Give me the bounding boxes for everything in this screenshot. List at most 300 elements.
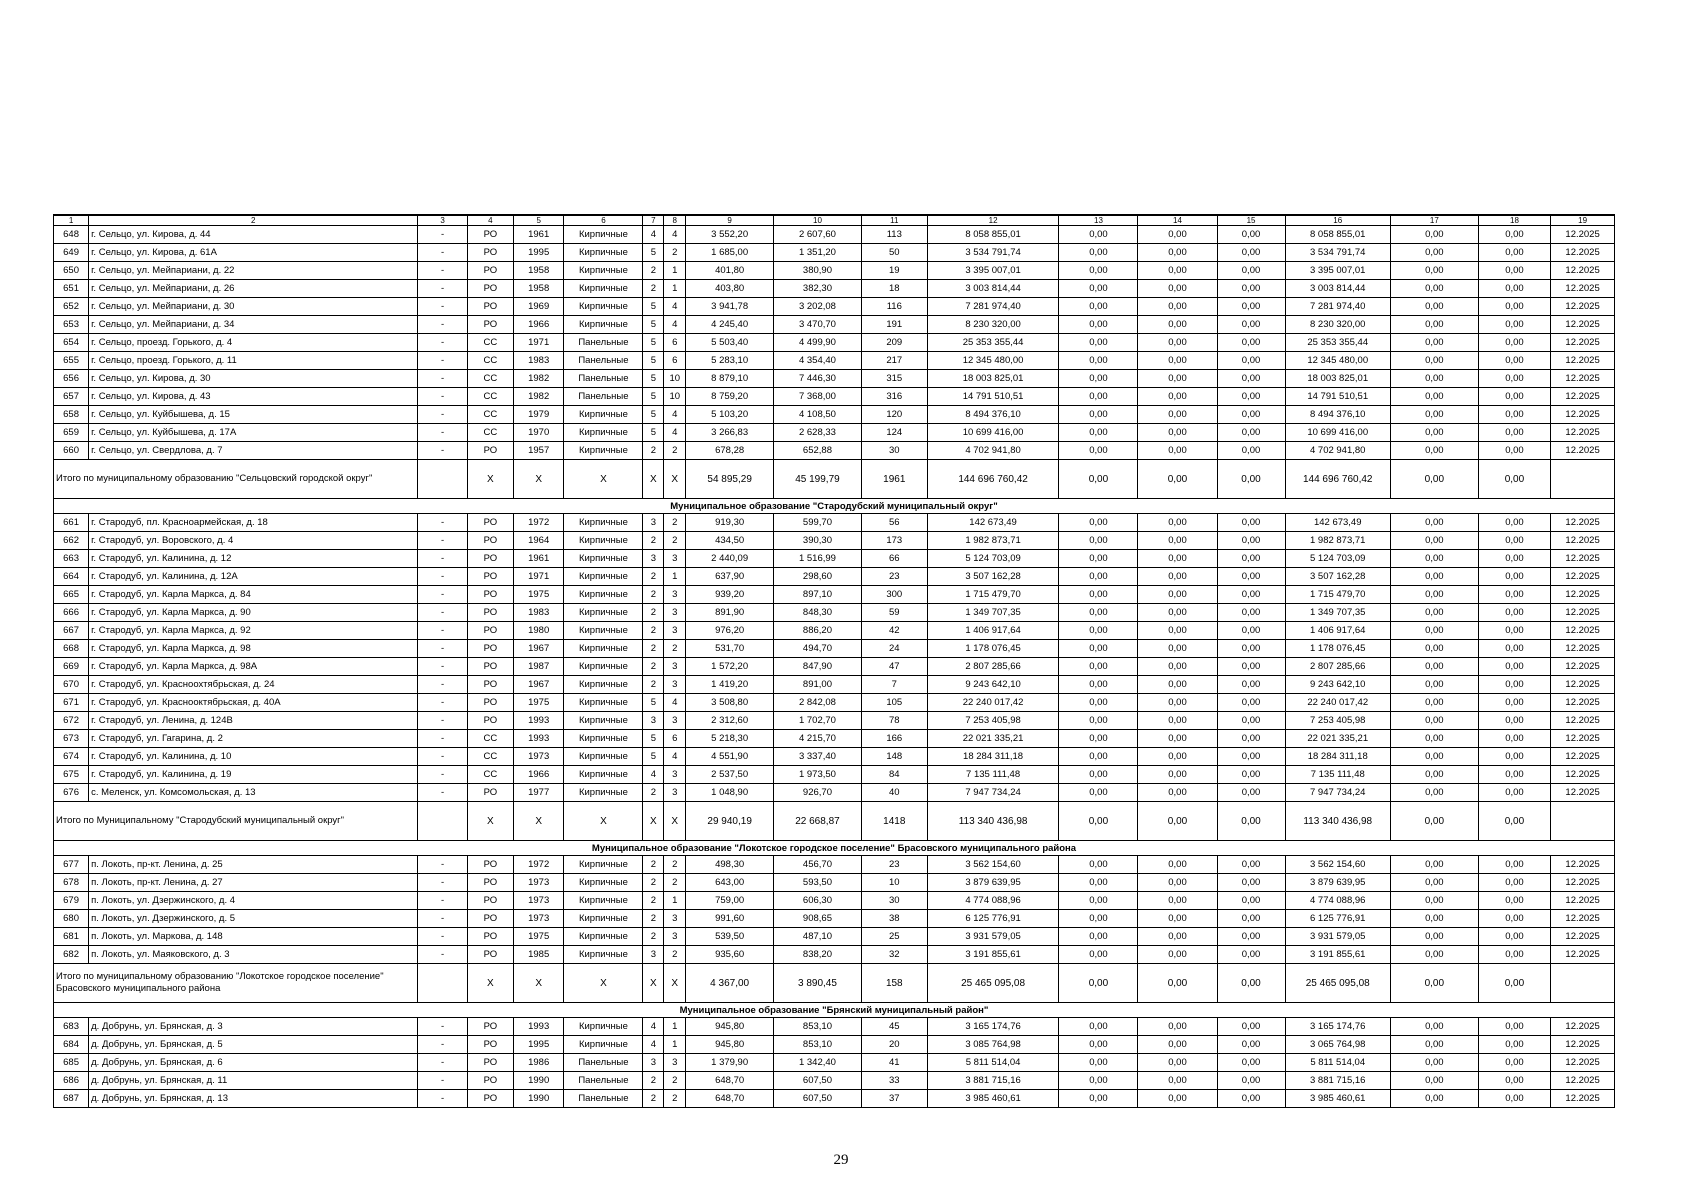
- table-cell: 7 281 974,40: [1285, 298, 1390, 316]
- table-cell: 1 715 479,70: [927, 586, 1059, 604]
- table-cell: 487,10: [774, 928, 862, 946]
- table-cell: 0,00: [1390, 892, 1478, 910]
- table-cell: 648,70: [686, 1090, 774, 1108]
- table-cell: 0,00: [1138, 1036, 1217, 1054]
- table-cell: 678,28: [686, 442, 774, 460]
- table-row: [54, 1036, 1615, 1054]
- table-cell: 12.2025: [1551, 244, 1615, 262]
- table-cell: 1 048,90: [686, 784, 774, 802]
- table-cell: 0,00: [1059, 910, 1138, 928]
- table-row: [54, 856, 1615, 874]
- table-cell: -: [418, 550, 467, 568]
- table-row: [54, 388, 1615, 406]
- total-cell: X: [467, 964, 513, 1003]
- total-cell: X: [564, 802, 643, 841]
- table-cell: 5 103,20: [686, 406, 774, 424]
- table-cell: 124: [861, 424, 927, 442]
- table-cell: 3 395 007,01: [1285, 262, 1390, 280]
- total-cell: 0,00: [1217, 460, 1285, 499]
- address-cell: п. Локоть, пр-кт. Ленина, д. 25: [89, 856, 418, 874]
- table-cell: 14 791 510,51: [927, 388, 1059, 406]
- table-cell: 8 879,10: [686, 370, 774, 388]
- table-cell: 1983: [513, 352, 563, 370]
- table-cell: 3 003 814,44: [927, 280, 1059, 298]
- table-cell: 0,00: [1217, 352, 1285, 370]
- table-cell: 759,00: [686, 892, 774, 910]
- table-cell: 0,00: [1390, 298, 1478, 316]
- address-cell: г. Сельцо, ул. Мейпариани, д. 22: [89, 262, 418, 280]
- table-cell: 0,00: [1217, 766, 1285, 784]
- table-cell: 0,00: [1478, 622, 1550, 640]
- table-row: [54, 334, 1615, 352]
- table-cell: 5: [643, 334, 664, 352]
- table-cell: 0,00: [1217, 442, 1285, 460]
- column-number-header: 15: [1217, 215, 1285, 226]
- table-cell: 4: [664, 406, 686, 424]
- table-cell: Кирпичные: [564, 568, 643, 586]
- table-cell: 0,00: [1059, 244, 1138, 262]
- table-cell: 0,00: [1217, 424, 1285, 442]
- table-cell: 0,00: [1138, 262, 1217, 280]
- column-number-header: 13: [1059, 215, 1138, 226]
- table-cell: -: [418, 946, 467, 964]
- table-cell: 0,00: [1217, 1018, 1285, 1036]
- column-number-header: 16: [1285, 215, 1390, 226]
- table-cell: 4: [643, 1036, 664, 1054]
- table-cell: 3 562 154,60: [1285, 856, 1390, 874]
- table-cell: 1990: [513, 1072, 563, 1090]
- table-cell: 0,00: [1478, 406, 1550, 424]
- table-cell: -: [418, 874, 467, 892]
- table-cell: 0,00: [1217, 730, 1285, 748]
- table-cell: 1961: [513, 550, 563, 568]
- table-cell: 606,30: [774, 892, 862, 910]
- total-cell: 158: [861, 964, 927, 1003]
- address-cell: п. Локоть, ул. Дзержинского, д. 5: [89, 910, 418, 928]
- row-number-cell: 656: [54, 370, 89, 388]
- table-cell: 0,00: [1217, 604, 1285, 622]
- table-cell: 5: [643, 352, 664, 370]
- table-cell: 2 607,60: [774, 226, 862, 244]
- table-cell: 0,00: [1217, 262, 1285, 280]
- table-cell: 0,00: [1478, 1072, 1550, 1090]
- table-cell: 6: [664, 730, 686, 748]
- table-cell: 3 534 791,74: [927, 244, 1059, 262]
- table-cell: 7 281 974,40: [927, 298, 1059, 316]
- table-cell: 50: [861, 244, 927, 262]
- total-cell: X: [643, 964, 664, 1003]
- table-cell: СС: [467, 766, 513, 784]
- table-cell: -: [418, 640, 467, 658]
- total-cell: 0,00: [1390, 964, 1478, 1003]
- table-cell: 4: [664, 316, 686, 334]
- table-cell: 12.2025: [1551, 262, 1615, 280]
- table-cell: 2: [643, 784, 664, 802]
- table-cell: 0,00: [1138, 658, 1217, 676]
- table-cell: 12.2025: [1551, 280, 1615, 298]
- table-cell: 848,30: [774, 604, 862, 622]
- table-cell: 4: [664, 226, 686, 244]
- table-row: [54, 892, 1615, 910]
- total-cell: 0,00: [1138, 460, 1217, 499]
- table-row: [54, 424, 1615, 442]
- table-cell: 1: [664, 568, 686, 586]
- total-cell: 144 696 760,42: [1285, 460, 1390, 499]
- row-number-cell: 671: [54, 694, 89, 712]
- table-cell: 3 931 579,05: [1285, 928, 1390, 946]
- table-cell: 2 628,33: [774, 424, 862, 442]
- table-cell: 1980: [513, 622, 563, 640]
- total-cell: X: [664, 460, 686, 499]
- column-number-header: 17: [1390, 215, 1478, 226]
- table-cell: -: [418, 280, 467, 298]
- row-number-cell: 685: [54, 1054, 89, 1072]
- table-cell: Кирпичные: [564, 604, 643, 622]
- total-cell: 0,00: [1059, 460, 1138, 499]
- table-cell: 12.2025: [1551, 766, 1615, 784]
- table-cell: Кирпичные: [564, 1018, 643, 1036]
- column-number-header: 6: [564, 215, 643, 226]
- table-cell: 1987: [513, 658, 563, 676]
- table-cell: 0,00: [1478, 352, 1550, 370]
- table-cell: 0,00: [1059, 298, 1138, 316]
- table-cell: 7 368,00: [774, 388, 862, 406]
- table-cell: 380,90: [774, 262, 862, 280]
- table-cell: 494,70: [774, 640, 862, 658]
- table-row: [54, 730, 1615, 748]
- row-number-cell: 682: [54, 946, 89, 964]
- table-cell: 22 240 017,42: [1285, 694, 1390, 712]
- table-cell: 10: [861, 874, 927, 892]
- table-cell: 0,00: [1390, 280, 1478, 298]
- table-cell: Панельные: [564, 370, 643, 388]
- row-number-cell: 662: [54, 532, 89, 550]
- table-cell: 1975: [513, 586, 563, 604]
- table-cell: 0,00: [1478, 514, 1550, 532]
- table-cell: 0,00: [1059, 640, 1138, 658]
- table-cell: 37: [861, 1090, 927, 1108]
- address-cell: г. Стародуб, ул. Краснооктябрьская, д. 40А: [89, 694, 418, 712]
- table-cell: 4: [664, 694, 686, 712]
- table-cell: 9 243 642,10: [927, 676, 1059, 694]
- column-number-header: 14: [1138, 215, 1217, 226]
- table-cell: 0,00: [1217, 388, 1285, 406]
- table-cell: 209: [861, 334, 927, 352]
- table-cell: 0,00: [1478, 730, 1550, 748]
- table-cell: 2 842,08: [774, 694, 862, 712]
- table-cell: 3 085 764,98: [927, 1036, 1059, 1054]
- table-cell: 891,00: [774, 676, 862, 694]
- table-cell: 1993: [513, 712, 563, 730]
- address-cell: г. Стародуб, ул. Карла Маркса, д. 84: [89, 586, 418, 604]
- table-cell: 1972: [513, 514, 563, 532]
- table-cell: -: [418, 532, 467, 550]
- table-cell: Кирпичные: [564, 946, 643, 964]
- table-cell: 0,00: [1478, 712, 1550, 730]
- table-cell: 939,20: [686, 586, 774, 604]
- table-cell: 0,00: [1217, 1036, 1285, 1054]
- table-cell: 0,00: [1217, 892, 1285, 910]
- table-cell: 0,00: [1138, 514, 1217, 532]
- table-row: [54, 1090, 1615, 1108]
- row-number-cell: 667: [54, 622, 89, 640]
- section-heading-row: [54, 841, 1615, 856]
- table-cell: 2: [643, 1072, 664, 1090]
- table-cell: 886,20: [774, 622, 862, 640]
- table-cell: -: [418, 784, 467, 802]
- table-cell: Кирпичные: [564, 244, 643, 262]
- table-cell: 897,10: [774, 586, 862, 604]
- table-cell: Кирпичные: [564, 856, 643, 874]
- table-cell: 12.2025: [1551, 568, 1615, 586]
- table-cell: 0,00: [1390, 1036, 1478, 1054]
- row-number-cell: 658: [54, 406, 89, 424]
- table-cell: 0,00: [1390, 388, 1478, 406]
- table-cell: 3 470,70: [774, 316, 862, 334]
- total-cell: X: [564, 460, 643, 499]
- table-cell: 0,00: [1478, 946, 1550, 964]
- table-cell: 3 534 791,74: [1285, 244, 1390, 262]
- table-cell: 1967: [513, 640, 563, 658]
- table-cell: -: [418, 1018, 467, 1036]
- row-number-cell: 661: [54, 514, 89, 532]
- table-cell: 2: [643, 532, 664, 550]
- row-number-cell: 674: [54, 748, 89, 766]
- table-cell: 0,00: [1390, 766, 1478, 784]
- total-cell: [1551, 802, 1615, 841]
- table-cell: 32: [861, 946, 927, 964]
- table-cell: 12.2025: [1551, 1036, 1615, 1054]
- row-number-cell: 684: [54, 1036, 89, 1054]
- table-cell: 47: [861, 658, 927, 676]
- total-cell: X: [664, 802, 686, 841]
- total-cell: [1551, 460, 1615, 499]
- table-cell: 0,00: [1217, 1054, 1285, 1072]
- table-cell: -: [418, 388, 467, 406]
- table-cell: 456,70: [774, 856, 862, 874]
- table-cell: -: [418, 910, 467, 928]
- table-cell: 1 351,20: [774, 244, 862, 262]
- column-number-header: 8: [664, 215, 686, 226]
- table-cell: 12.2025: [1551, 910, 1615, 928]
- address-cell: г. Сельцо, ул. Кирова, д. 44: [89, 226, 418, 244]
- table-cell: РО: [467, 1018, 513, 1036]
- table-cell: 3 395 007,01: [927, 262, 1059, 280]
- table-cell: 12.2025: [1551, 424, 1615, 442]
- row-number-cell: 686: [54, 1072, 89, 1090]
- table-cell: 1: [664, 280, 686, 298]
- table-cell: 5 124 703,09: [927, 550, 1059, 568]
- table-cell: 1 572,20: [686, 658, 774, 676]
- table-cell: 3 266,83: [686, 424, 774, 442]
- table-cell: Кирпичные: [564, 514, 643, 532]
- table-cell: РО: [467, 694, 513, 712]
- table-cell: 853,10: [774, 1036, 862, 1054]
- table-cell: 1 406 917,64: [1285, 622, 1390, 640]
- table-cell: 5 811 514,04: [1285, 1054, 1390, 1072]
- table-cell: 25 353 355,44: [927, 334, 1059, 352]
- table-cell: 1 342,40: [774, 1054, 862, 1072]
- table-cell: 3 879 639,95: [1285, 874, 1390, 892]
- table-cell: 10: [664, 388, 686, 406]
- table-cell: РО: [467, 298, 513, 316]
- table-cell: 8 230 320,00: [927, 316, 1059, 334]
- table-cell: 3 165 174,76: [1285, 1018, 1390, 1036]
- table-cell: 84: [861, 766, 927, 784]
- table-row: [54, 676, 1615, 694]
- total-cell: 0,00: [1138, 802, 1217, 841]
- total-cell: 0,00: [1478, 802, 1550, 841]
- table-cell: 3: [664, 604, 686, 622]
- table-cell: 12.2025: [1551, 1018, 1615, 1036]
- table-cell: Кирпичные: [564, 424, 643, 442]
- table-cell: -: [418, 370, 467, 388]
- address-cell: г. Стародуб, ул. Карла Маркса, д. 92: [89, 622, 418, 640]
- row-number-cell: 672: [54, 712, 89, 730]
- table-row: [54, 406, 1615, 424]
- table-cell: 2 807 285,66: [927, 658, 1059, 676]
- table-cell: 24: [861, 640, 927, 658]
- table-cell: 607,50: [774, 1072, 862, 1090]
- table-cell: 9 243 642,10: [1285, 676, 1390, 694]
- total-cell: X: [513, 460, 563, 499]
- table-row: [54, 946, 1615, 964]
- table-cell: 7 135 111,48: [927, 766, 1059, 784]
- table-cell: 45: [861, 1018, 927, 1036]
- column-number-header: 9: [686, 215, 774, 226]
- table-cell: 116: [861, 298, 927, 316]
- table-cell: 19: [861, 262, 927, 280]
- table-cell: 0,00: [1390, 784, 1478, 802]
- table-cell: 41: [861, 1054, 927, 1072]
- table-cell: 5 811 514,04: [927, 1054, 1059, 1072]
- table-cell: 0,00: [1390, 334, 1478, 352]
- table-cell: 1957: [513, 442, 563, 460]
- table-cell: 0,00: [1059, 568, 1138, 586]
- table-cell: 105: [861, 694, 927, 712]
- column-number-header: 1: [54, 215, 89, 226]
- table-cell: 4 551,90: [686, 748, 774, 766]
- table-cell: РО: [467, 1036, 513, 1054]
- table-cell: 12.2025: [1551, 514, 1615, 532]
- table-cell: РО: [467, 928, 513, 946]
- address-cell: д. Добрунь, ул. Брянская, д. 11: [89, 1072, 418, 1090]
- table-row: [54, 1054, 1615, 1072]
- table-cell: Кирпичные: [564, 892, 643, 910]
- table-cell: РО: [467, 892, 513, 910]
- table-cell: 2: [664, 640, 686, 658]
- column-number-header: 7: [643, 215, 664, 226]
- table-cell: 2: [664, 442, 686, 460]
- table-cell: -: [418, 514, 467, 532]
- table-row: [54, 640, 1615, 658]
- total-cell: 4 367,00: [686, 964, 774, 1003]
- table-cell: 1958: [513, 280, 563, 298]
- table-cell: 0,00: [1217, 946, 1285, 964]
- table-cell: 0,00: [1059, 694, 1138, 712]
- row-number-cell: 659: [54, 424, 89, 442]
- table-cell: 0,00: [1217, 928, 1285, 946]
- table-cell: 4: [664, 424, 686, 442]
- table-cell: СС: [467, 748, 513, 766]
- table-cell: 4: [643, 766, 664, 784]
- table-cell: 7 135 111,48: [1285, 766, 1390, 784]
- table-cell: -: [418, 586, 467, 604]
- table-cell: 0,00: [1138, 1090, 1217, 1108]
- table-cell: 3: [664, 622, 686, 640]
- row-number-cell: 663: [54, 550, 89, 568]
- table-cell: 0,00: [1217, 1072, 1285, 1090]
- table-cell: 4 702 941,80: [927, 442, 1059, 460]
- table-row: [54, 370, 1615, 388]
- table-cell: 18 284 311,18: [1285, 748, 1390, 766]
- table-cell: 0,00: [1478, 334, 1550, 352]
- total-cell: 0,00: [1390, 802, 1478, 841]
- table-cell: 5: [643, 406, 664, 424]
- table-cell: 0,00: [1059, 748, 1138, 766]
- table-cell: Панельные: [564, 352, 643, 370]
- table-cell: 0,00: [1478, 298, 1550, 316]
- row-number-cell: 673: [54, 730, 89, 748]
- column-number-header: 12: [927, 215, 1059, 226]
- table-cell: 0,00: [1390, 406, 1478, 424]
- table-cell: 599,70: [774, 514, 862, 532]
- table-cell: 3: [643, 712, 664, 730]
- table-cell: 12.2025: [1551, 640, 1615, 658]
- table-cell: 3 562 154,60: [927, 856, 1059, 874]
- table-cell: 0,00: [1138, 712, 1217, 730]
- table-cell: 4: [664, 748, 686, 766]
- table-cell: 12.2025: [1551, 586, 1615, 604]
- table-cell: 1993: [513, 730, 563, 748]
- table-cell: -: [418, 406, 467, 424]
- table-cell: -: [418, 1090, 467, 1108]
- total-cell: 0,00: [1138, 964, 1217, 1003]
- table-cell: 12.2025: [1551, 730, 1615, 748]
- table-cell: 0,00: [1217, 334, 1285, 352]
- row-number-cell: 668: [54, 640, 89, 658]
- total-row: [54, 964, 1615, 1003]
- table-row: [54, 442, 1615, 460]
- table-cell: 1: [664, 1036, 686, 1054]
- table-cell: 5 503,40: [686, 334, 774, 352]
- table-cell: 2: [664, 856, 686, 874]
- table-cell: 12.2025: [1551, 352, 1615, 370]
- table-cell: -: [418, 262, 467, 280]
- table-cell: 0,00: [1138, 1054, 1217, 1072]
- table-cell: 3 985 460,61: [927, 1090, 1059, 1108]
- table-cell: 0,00: [1478, 226, 1550, 244]
- table-cell: 2: [643, 262, 664, 280]
- table-cell: 0,00: [1059, 1072, 1138, 1090]
- table-cell: -: [418, 442, 467, 460]
- table-cell: 1983: [513, 604, 563, 622]
- table-cell: 4: [643, 226, 664, 244]
- table-cell: 12.2025: [1551, 892, 1615, 910]
- row-number-cell: 677: [54, 856, 89, 874]
- table-cell: СС: [467, 730, 513, 748]
- table-cell: 847,90: [774, 658, 862, 676]
- table-cell: СС: [467, 352, 513, 370]
- table-cell: 0,00: [1217, 784, 1285, 802]
- table-cell: 42: [861, 622, 927, 640]
- table-cell: 5: [643, 388, 664, 406]
- table-cell: 0,00: [1138, 766, 1217, 784]
- table-cell: 0,00: [1478, 568, 1550, 586]
- table-cell: 300: [861, 586, 927, 604]
- table-cell: 1982: [513, 388, 563, 406]
- table-cell: 0,00: [1059, 316, 1138, 334]
